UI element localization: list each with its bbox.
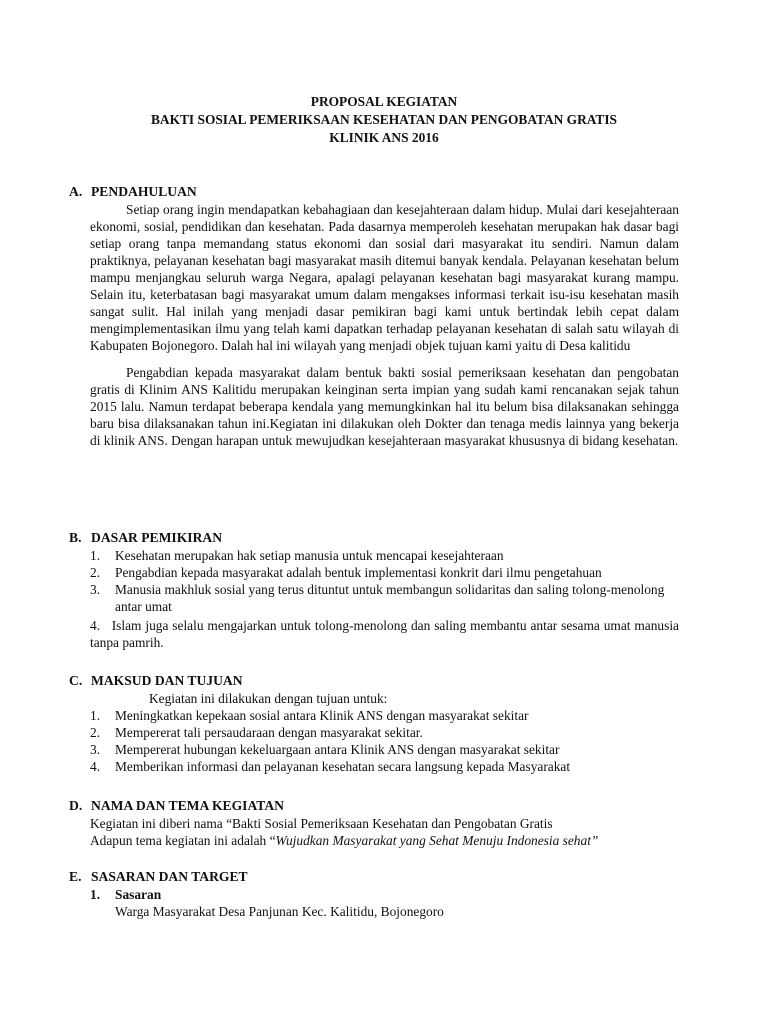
list-item: 3. Manusia makhluk sosial yang terus dituntut untuk membangun solidaritas dan saling tolong-menolong antar umat [90,582,665,614]
basis-list [69,547,679,615]
section-letter: D. [69,798,83,813]
section-b [69,529,679,651]
document-header [0,93,768,147]
activity-theme: Wujudkan Masyarakat yang Sehat Menuju Indonesia sehat” [275,833,599,848]
paragraph-text: Setiap orang ingin mendapatkan kebahagiaan dan kesejahteraan dalam hidup. Mulai dari kesejahteraan ekonomi, sosial, pendidikan dan kesehatan. Pada dasarnya memperoleh kesehatan merupakan hak dasar bagi setiap orang tanpa memandang status ekonomi dan sosial dari masyarakat itu sendiri. Namun dalam praktiknya, pelayanan kesehatan bagi masyarakat masih ditemui banyak kendala. Pelayanan kesehatan belum mampu menjangkau seluruh warga Negara, apalagi pelayanan kesehatan bagi masyarakat kurang mampu. Selain itu, keterbatasan bagi masyarakat umum dalam mengakses informasi terkait isu-isu kesehatan masih sangat sulit. Hal inilah yang menjadi dasar pemikiran bagi kami untuk bertindak lebih cepat dalam mengimplementasikan ilmu yang telah kami dapatkan terhadap pelayanan kesehatan di salah satu wilayah di Kabupaten Bojonegoro. Dalah hal ini wilayah yang menjadi objek tujuan kami yaitu di Desa kalitidu [90,202,679,353]
section-letter: C. [69,673,83,688]
section-letter: B. [69,530,82,545]
goals-list [69,707,679,775]
subsection-text: Warga Masyarakat Desa Panjunan Kec. Kalitidu, Bojonegoro [115,904,444,919]
section-a [69,183,679,449]
section-title-text: MAKSUD DAN TUJUAN [91,673,243,688]
section-c-title [69,672,679,690]
section-title-text: NAMA DAN TEMA KEGIATAN [91,798,284,813]
list-item: 1. Meningkatkan kepekaan sosial antara Klinik ANS dengan masyarakat sekitar [90,708,529,723]
list-item: 2. Pengabdian kepada masyarakat adalah bentuk implementasi konkrit dari ilmu pengetahuan [90,565,602,580]
paragraph [69,201,679,354]
list-item: 2. Mempererat tali persaudaraan dengan masyarakat sekitar. [90,725,423,740]
section-a-title [69,183,679,201]
paragraph-text: Pengabdian kepada masyarakat dalam bentuk bakti sosial pemeriksaan kesehatan dan pengobatan gratis di Klinim ANS Kalitidu merupakan keinginan serta impian yang sudah kami rencanakan sejak tahun 2015 lalu. Namun terdapat beberapa kendala yang memungkinkan hal itu belum bisa dilaksanakan sehingga baru bisa dilaksanakan tahun ini.Kegiatan ini dilakukan oleh Dokter dan tenaga medis lainnya yang bekerja di klinik ANS. Dengan harapan untuk mewujudkan kesejahteraan masyarakat khususnya di bidang kesehatan. [90,365,679,448]
section-d-title [69,797,679,815]
list-item: 4. Islam juga selalu mengajarkan untuk tolong-menolong dan saling membantu antar sesama umat manusia tanpa pamrih. [90,618,679,650]
section-title-text: PENDAHULUAN [91,184,197,199]
subsection-title: 1. Sasaran [90,887,162,902]
paragraph [69,364,679,449]
header-line-2: BAKTI SOSIAL PEMERIKSAAN KESEHATAN DAN PENGOBATAN GRATIS [150,112,618,127]
section-e [69,868,679,920]
section-c-intro: Kegiatan ini dilakukan dengan tujuan untuk: [149,691,388,706]
activity-name-line: Kegiatan ini diberi nama “Bakti Sosial Pemeriksaan Kesehatan dan Pengobatan Gratis [90,816,553,831]
section-letter: A. [69,184,83,199]
list-item: 4. Memberikan informasi dan pelayanan kesehatan secara langsung kepada Masyarakat [90,759,571,774]
section-title-text: DASAR PEMIKIRAN [91,530,223,545]
header-line-3: KLINIK ANS 2016 [329,130,439,145]
section-letter: E. [69,869,82,884]
activity-theme-line: Adapun tema kegiatan ini adalah “Wujudkan Masyarakat yang Sehat Menuju Indonesia sehat” [90,833,599,848]
header-line-1: PROPOSAL KEGIATAN [310,94,458,109]
section-b-title [69,529,679,547]
section-title-text: SASARAN DAN TARGET [91,869,248,884]
section-c [69,672,679,775]
list-item: 1. Kesehatan merupakan hak setiap manusia untuk mencapai kesejahteraan [90,548,504,563]
section-e-title [69,868,679,886]
section-d [69,797,679,849]
list-item: 3. Mempererat hubungan kekeluargaan antara Klinik ANS dengan masyarakat sekitar [90,742,560,757]
